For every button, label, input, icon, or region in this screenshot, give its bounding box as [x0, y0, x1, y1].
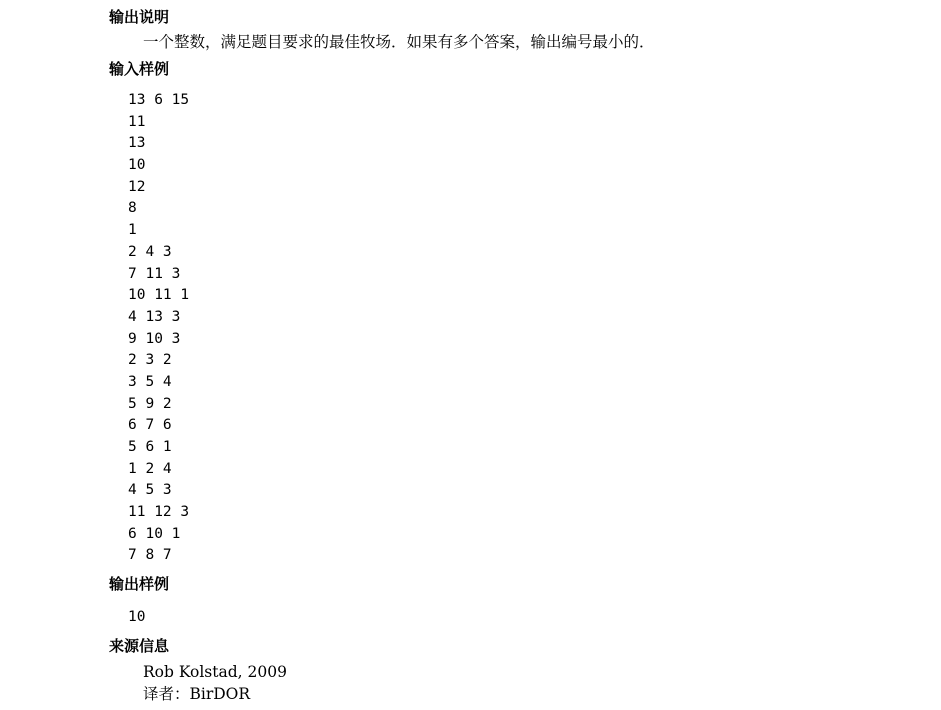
- sample-input-line: 10 11 1: [128, 287, 190, 304]
- sample-input-line: 5 9 2: [128, 395, 172, 412]
- sample-input-line: 13 6 15: [128, 92, 190, 108]
- sample-input-line: 6 7 6: [128, 417, 172, 434]
- sample-input-line: 9 10 3: [128, 330, 181, 347]
- sample-input-line: 10: [128, 157, 146, 174]
- sample-input-line: 11 12 3: [128, 504, 190, 521]
- sample-input-line: 7 11 3: [128, 265, 181, 282]
- sample-input-line: 5 6 1: [128, 439, 172, 455]
- sample-output-heading: 输出样例: [109, 575, 170, 593]
- sample-input-line: 12: [128, 178, 146, 195]
- source-info-heading: 来源信息: [109, 637, 170, 655]
- source-author: Rob Kolstad, 2009: [143, 663, 287, 681]
- output-description-text: 一个整数，满足题目要求的最佳牧场．如果有多个答案，输出编号最小的．: [143, 33, 655, 51]
- sample-input-line: 4 13 3: [128, 308, 181, 325]
- sample-input-line: 2 3 2: [128, 352, 172, 369]
- sample-input-line: 13: [128, 135, 146, 152]
- sample-input-line: 11: [128, 113, 146, 130]
- sample-input-line: 2 4 3: [128, 243, 172, 260]
- sample-input-heading: 输入样例: [109, 60, 170, 78]
- sample-output-line: 10: [128, 609, 146, 625]
- sample-output-block: [128, 607, 145, 629]
- sample-input-line: 8: [128, 200, 137, 217]
- sample-input-line: 3 5 4: [128, 373, 172, 390]
- sample-input-line: 1: [128, 222, 137, 239]
- source-translator: 译者：BirDOR: [143, 685, 251, 703]
- output-description-heading: 输出说明: [109, 8, 170, 26]
- sample-input-line: 1 2 4: [128, 460, 172, 477]
- sample-input-line: 7 8 7: [128, 547, 172, 564]
- sample-input-block: [128, 90, 189, 567]
- sample-input-line: 4 5 3: [128, 482, 172, 499]
- sample-input-line: 6 10 1: [128, 525, 181, 542]
